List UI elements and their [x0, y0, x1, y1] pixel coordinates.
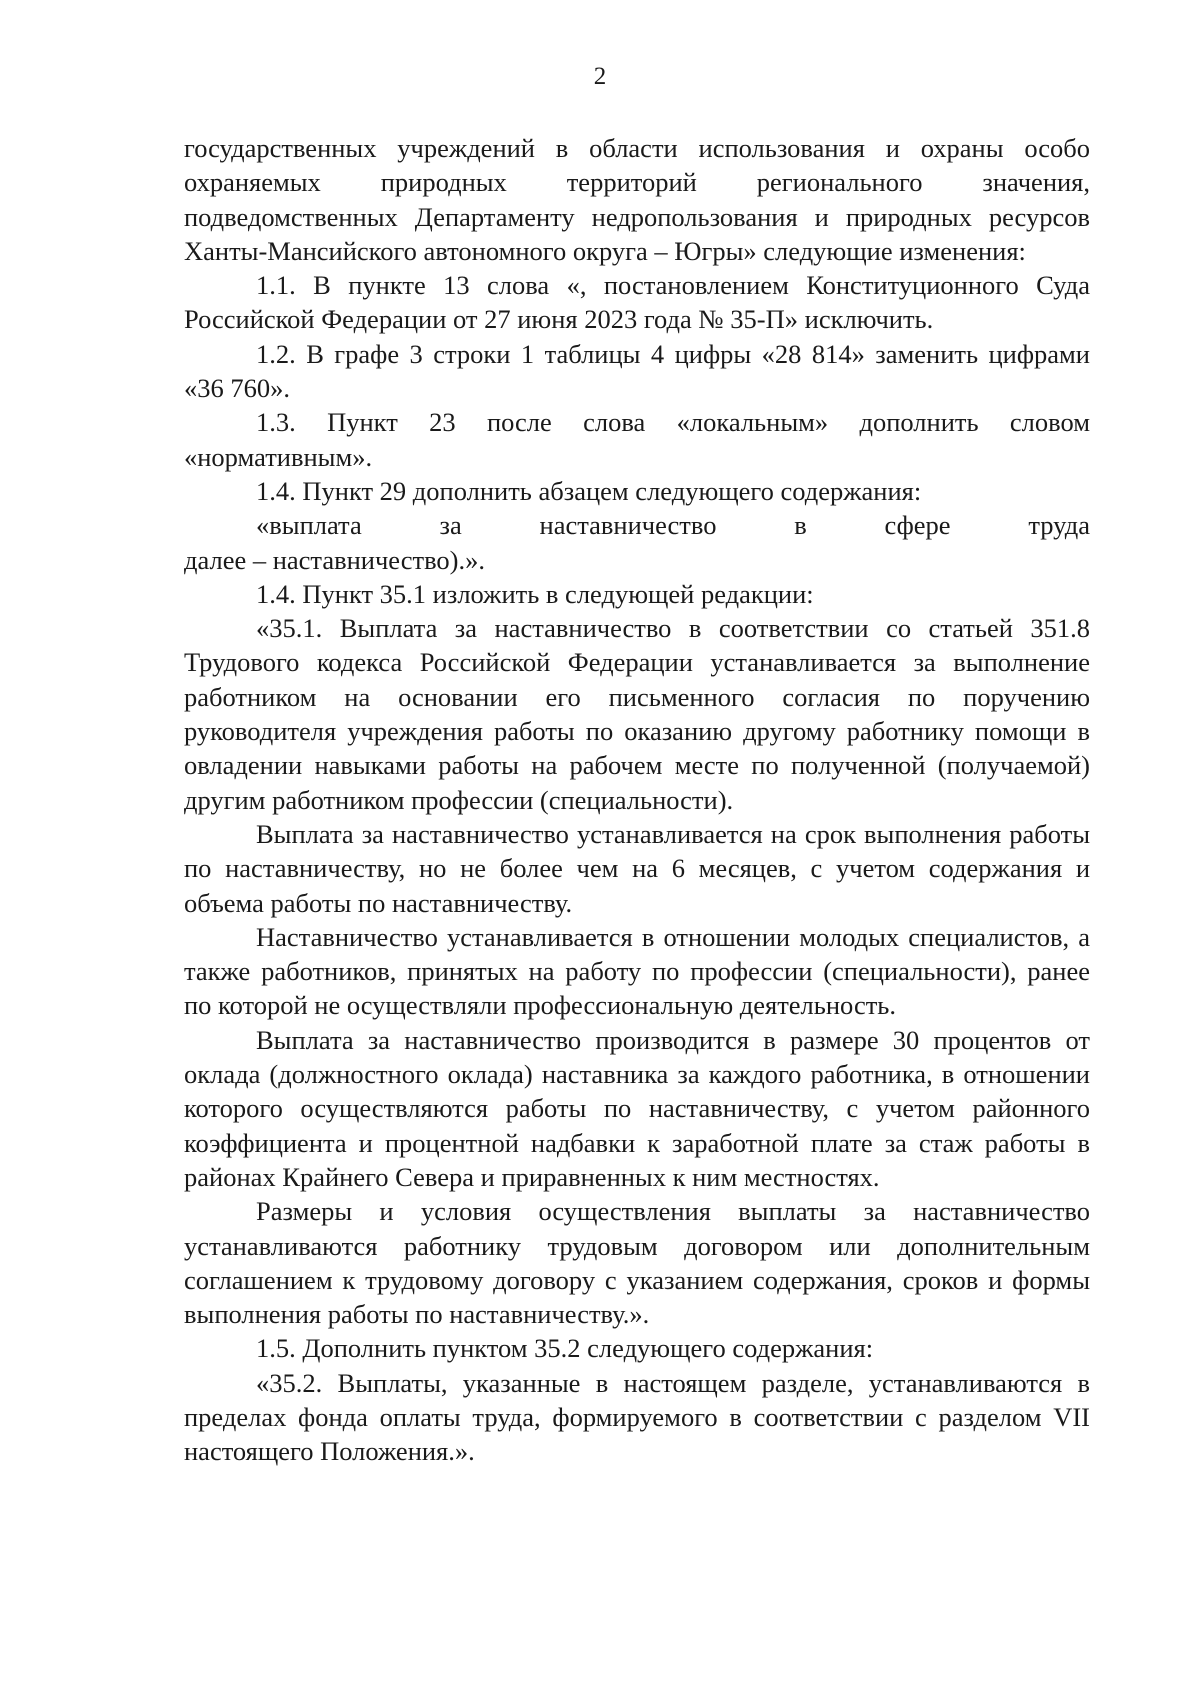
paragraph-mentorship-amount: Выплата за наставничество производится в размере 30 процентов от оклада (должностного оклада) наставника за каждого работника, в отношении которого осуществляются работы по наставничеству, с учетом районного коэффициента и процентной надбавки к заработной плате за стаж работы в районах Крайнего Севера и приравненных к ним местностях. [184, 1024, 1090, 1192]
paragraph-item-1-4-point-35-1: 1.4. Пункт 35.1 изложить в следующей редакции: [256, 578, 814, 609]
paragraph-point-35-1-text: «35.1. Выплата за наставничество в соответствии со статьей 351.8 Трудового кодекса Российской Федерации устанавливается за выполнение работником на основании его письменного согласия по поручению руководителя учреждения работы по оказанию другому работнику помощи в овладении навыками работы на рабочем месте по полученной (получаемой) другим работником профессии (специальности). [184, 613, 1090, 815]
paragraph-item-1-1: 1.1. В пункте 13 слова «, постановлением Конституционного Суда Российской Федерации от 27 июня 2023 года № 35-П» исключить. [184, 270, 1090, 335]
paragraph-quoted-mentorship-end: далее – наставничество).». [184, 544, 485, 575]
paragraph-mentorship-scope: Наставничество устанавливается в отношении молодых специалистов, а также работников, принятых на работу по профессии (специальности), ранее по которой не осуществляли профессиональную деятельность. [184, 921, 1090, 1021]
paragraph-quoted-mentorship-line: «выплата за наставничество в сфере труда [256, 510, 1090, 541]
paragraph-intro-continuation: государственных учреждений в области использования и охраны особо охраняемых природных территорий регионального значения, подведомственных Департаменту недропользования и природных ресурсов Ханты-Мансийского автономного округа – Югры» следующие изменения: [184, 133, 1090, 266]
document-body [184, 131, 1090, 1469]
paragraph-item-1-4-point-29: 1.4. Пункт 29 дополнить абзацем следующего содержания: [256, 475, 922, 506]
paragraph-point-35-2-text: «35.2. Выплаты, указанные в настоящем разделе, устанавливаются в пределах фонда оплаты труда, формируемого в соответствии с разделом VII настоящего Положения.». [184, 1367, 1090, 1467]
paragraph-mentorship-conditions: Размеры и условия осуществления выплаты за наставничество устанавливаются работнику трудовым договором или дополнительным соглашением к трудовому договору с указанием содержания, сроков и формы выполнения работы по наставничеству.». [184, 1196, 1090, 1330]
paragraph-item-1-2: 1.2. В графе 3 строки 1 таблицы 4 цифры «28 814» заменить цифрами «36 760». [184, 338, 1090, 404]
paragraph-item-1-5: 1.5. Дополнить пунктом 35.2 следующего содержания: [256, 1333, 874, 1364]
page-number: 2 [593, 63, 607, 90]
paragraph-item-1-3: 1.3. Пункт 23 после слова «локальным» дополнить словом «нормативным». [184, 407, 1090, 472]
paragraph-mentorship-term: Выплата за наставничество устанавливается на срок выполнения работы по наставничеству, но не более чем на 6 месяцев, с учетом содержания и объема работы по наставничеству. [184, 818, 1090, 918]
